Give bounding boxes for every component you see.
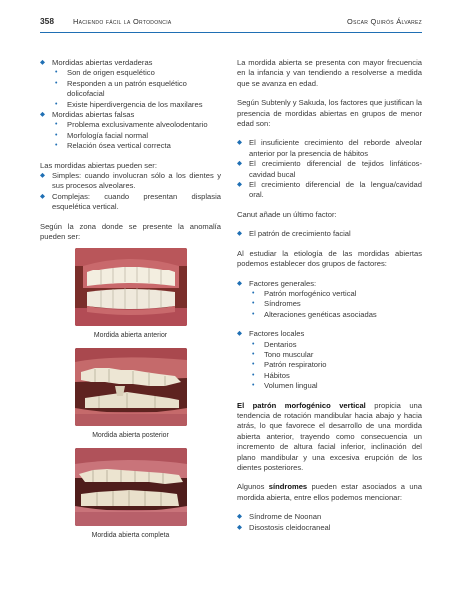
author-name: Oscar Quirós Álvarez <box>347 17 422 26</box>
dot-bullet-icon: • <box>55 79 58 87</box>
paragraph: Según Subtenly y Sakuda, los factores que justifican la presencia de mordidas abiertas en grupos de menor edad son: <box>237 98 422 129</box>
mouth-photo-posterior-image <box>75 348 187 426</box>
list-item <box>237 229 422 239</box>
diamond-bullet-icon: ◆ <box>237 160 243 168</box>
dot-bullet-icon: • <box>252 340 255 348</box>
sub-item-text: Hábitos <box>264 370 290 380</box>
sub-list-item <box>40 131 221 141</box>
figure-caption: Mordida abierta posterior <box>92 431 169 439</box>
sub-item-text: Morfología facial normal <box>67 130 149 140</box>
sub-list-item <box>237 299 422 309</box>
sub-item-text: Responden a un patrón esquelético dolicofacial <box>67 78 187 99</box>
list-item-text: Disostosis cleidocraneal <box>249 522 331 532</box>
diamond-bullet-icon: ◆ <box>237 139 243 147</box>
list-item <box>237 329 422 339</box>
list-item-text: Mordidas abiertas verdaderas <box>52 58 153 67</box>
sub-list-item <box>40 141 221 151</box>
list-item-text: El patrón de crecimiento facial <box>249 229 351 239</box>
page-header <box>40 14 422 30</box>
left-column <box>40 58 221 542</box>
sub-list-item <box>40 79 221 100</box>
list-item-text: Simples: cuando involucran sólo a los dientes y sus procesos alveolares. <box>52 171 221 191</box>
sub-item-text: Relación ósea vertical correcta <box>67 141 171 151</box>
dot-bullet-icon: • <box>252 300 255 308</box>
list-item-text: Factores generales: <box>249 278 317 288</box>
dot-bullet-icon: • <box>252 350 255 358</box>
diamond-bullet-icon: ◆ <box>237 181 243 189</box>
diamond-bullet-icon: ◆ <box>237 230 243 238</box>
list-item <box>237 138 422 159</box>
paragraph-text: propicia una tendencia de rotación mandibular hacia abajo y hacia atrás, lo que favorece el desarrollo de una mordida abierta anterior, trayendo como consecuencia un incremento de altura facial inferior, inclinación del plano mandibular y una excesiva erupción de los dientes posteriores. <box>237 400 422 472</box>
sub-item-text: Alteraciones genéticas asociadas <box>264 309 377 319</box>
list-item-text: Síndrome de Noonan <box>249 512 322 522</box>
sub-list-item <box>237 289 422 299</box>
book-title: Haciendo fácil la Ortodoncia <box>73 17 172 26</box>
dot-bullet-icon: • <box>55 100 58 108</box>
diamond-bullet-icon: ◆ <box>237 523 243 531</box>
diamond-bullet-icon: ◆ <box>40 172 46 180</box>
paragraph <box>237 482 422 503</box>
photo-open-bite-complete <box>75 448 187 526</box>
page-number: 358 <box>40 16 54 26</box>
header-rule <box>40 32 422 33</box>
paragraph: Al estudiar la etiología de las mordidas abiertas podemos establecer dos grupos de factores: <box>237 248 422 269</box>
dot-bullet-icon: • <box>55 142 58 150</box>
list-item-text: El crecimiento diferencial de la lengua/cavidad oral. <box>249 180 422 200</box>
list-item <box>237 512 422 522</box>
sub-item-text: Tono muscular <box>264 349 314 359</box>
dot-bullet-icon: • <box>55 121 58 129</box>
paragraph: Según la zona donde se presente la anomalía pueden ser: <box>40 221 221 242</box>
dot-bullet-icon: • <box>55 131 58 139</box>
right-column <box>237 58 422 533</box>
sub-list-item <box>40 68 221 78</box>
sub-list-item <box>40 100 221 110</box>
list-item <box>237 523 422 533</box>
list-item <box>237 180 422 201</box>
sub-item-text: Existe hiperdivergencia de los maxilares <box>67 99 203 109</box>
list-item-text: El crecimiento diferencial de tejidos linfáticos-cavidad bucal <box>249 159 422 179</box>
sub-list-item <box>237 350 422 360</box>
dot-bullet-icon: • <box>252 289 255 297</box>
list-item <box>40 192 221 213</box>
diamond-bullet-icon: ◆ <box>40 59 46 66</box>
sub-list-item <box>237 340 422 350</box>
bold-term: El patrón morfogénico vertical <box>237 400 366 410</box>
paragraph: Las mordidas abiertas pueden ser: <box>40 160 157 170</box>
diamond-bullet-icon: ◆ <box>237 513 243 521</box>
bold-term: síndromes <box>268 482 308 492</box>
photo-open-bite-posterior <box>75 348 187 426</box>
list-item <box>40 58 221 68</box>
sub-list-item <box>237 381 422 391</box>
sub-list-item <box>237 360 422 370</box>
list-item-text: El insuficiente crecimiento del reborde alveolar anterior por la presencia de hábitos <box>249 138 422 158</box>
sub-item-text: Son de origen esquelético <box>67 68 155 78</box>
photo-open-bite-anterior <box>75 248 187 326</box>
figure-caption: Mordida abierta completa <box>91 532 170 540</box>
paragraph: Canut añade un último factor: <box>237 209 337 219</box>
dot-bullet-icon: • <box>252 371 255 379</box>
dot-bullet-icon: • <box>55 69 58 77</box>
list-item-text: Mordidas abiertas falsas <box>52 110 135 120</box>
sub-list-item <box>237 310 422 320</box>
list-item <box>237 159 422 180</box>
dot-bullet-icon: • <box>252 310 255 318</box>
list-item <box>40 110 221 120</box>
mouth-photo-anterior-image <box>75 248 187 326</box>
paragraph <box>237 401 422 474</box>
sub-item-text: Patrón respiratorio <box>264 360 327 370</box>
sub-item-text: Problema exclusivamente alveolodentario <box>67 120 208 130</box>
paragraph: La mordida abierta se presenta con mayor frecuencia en la infancia y van tendiendo a resolverse a medida que se avanza en edad. <box>237 58 422 88</box>
paragraph-text: pueden estar asociados a una mordida abierta, entre ellos podemos mencionar: <box>237 482 422 502</box>
sub-item-text: Patrón morfogénico vertical <box>264 288 357 298</box>
dot-bullet-icon: • <box>252 361 255 369</box>
diamond-bullet-icon: ◆ <box>237 279 243 287</box>
diamond-bullet-icon: ◆ <box>40 192 46 200</box>
sub-item-text: Dentarios <box>264 339 297 349</box>
list-item-text: Factores locales <box>249 329 305 339</box>
mouth-photo-complete-image <box>75 448 187 526</box>
list-item <box>237 279 422 289</box>
sub-item-text: Volumen lingual <box>264 381 318 391</box>
sub-item-text: Síndromes <box>264 299 301 309</box>
sub-list-item <box>40 120 221 130</box>
list-item <box>40 171 221 192</box>
diamond-bullet-icon: ◆ <box>40 111 46 119</box>
sub-list-item <box>237 371 422 381</box>
list-item-text: Complejas: cuando presentan displasia esquelética vertical. <box>52 191 221 212</box>
paragraph-text: Algunos <box>237 482 269 492</box>
figure-caption: Mordida abierta anterior <box>93 331 168 339</box>
diamond-bullet-icon: ◆ <box>237 330 243 338</box>
dot-bullet-icon: • <box>252 382 255 390</box>
